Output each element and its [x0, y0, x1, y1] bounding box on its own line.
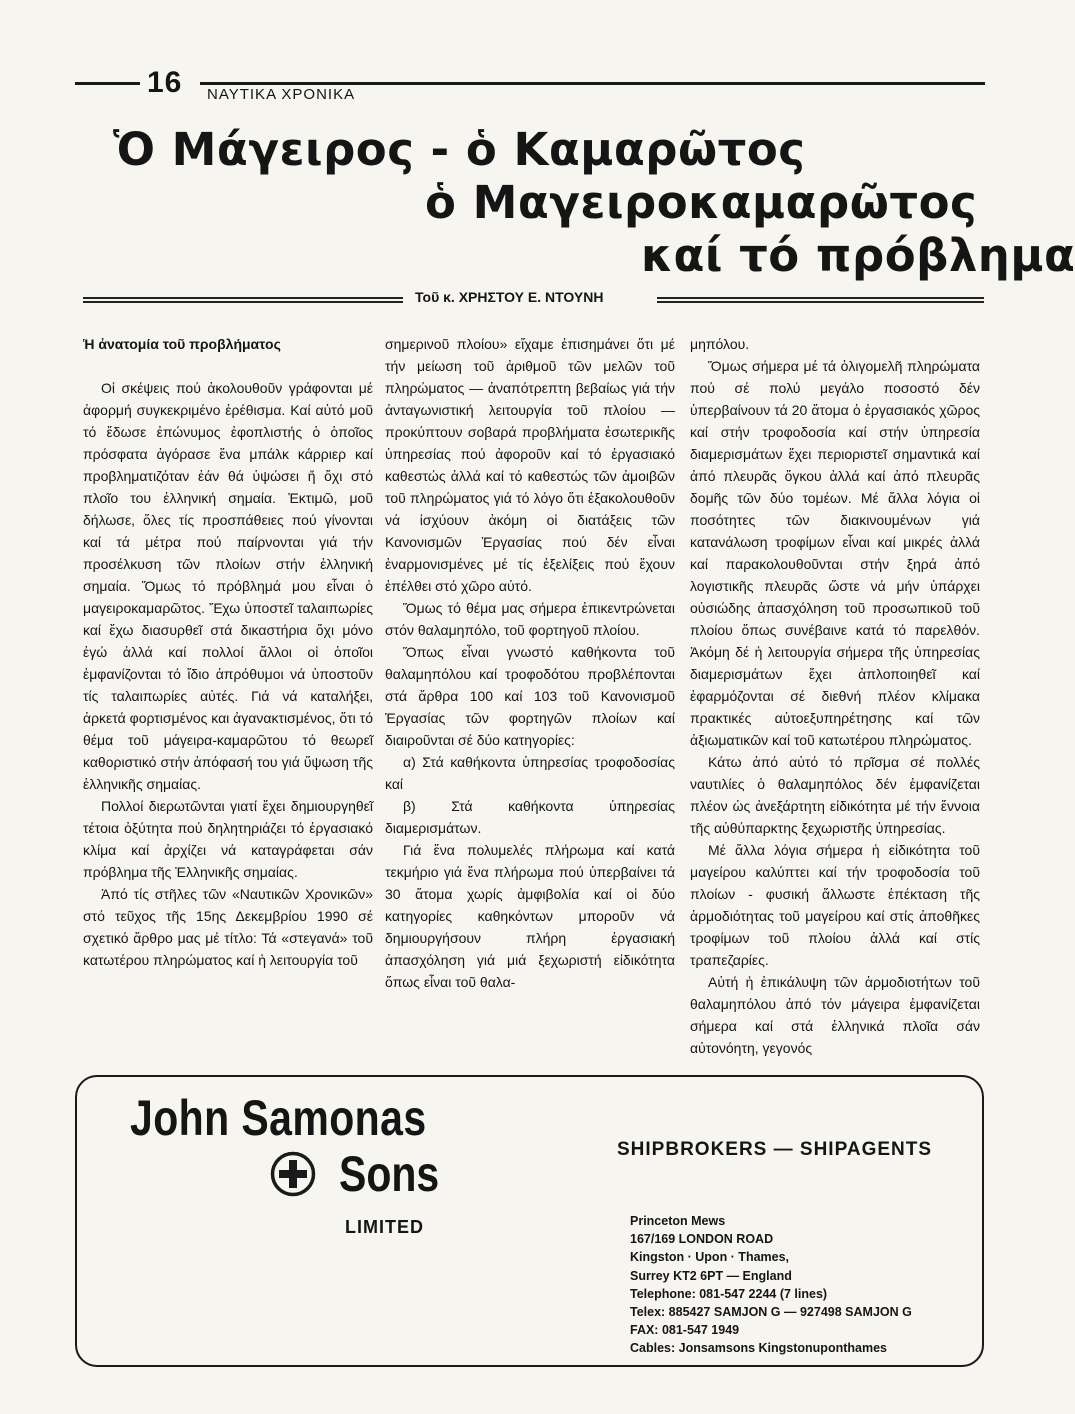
ad-tagline: SHIPBROKERS — SHIPAGENTS	[617, 1139, 933, 1160]
paragraph: Ὅπως εἶναι γνωστό καθήκοντα τοῦ θαλαμηπόλου καί τροφοδότου προβλέπονται στά ἄρθρα 100 καί 103 τοῦ Κανονισμοῦ Ἐργασίας τῶν φορτηγῶν πλοίων καί διαιροῦνται σέ δύο κατηγορίες:	[385, 644, 675, 748]
ad-telephone: Telephone: 081-547 2244 (7 lines)	[630, 1286, 828, 1301]
title-line-1: Ὁ Μάγειρος - ὁ Καμαρῶτος	[113, 123, 806, 176]
article-column-3	[690, 333, 980, 1063]
paragraph: μηπόλου.	[690, 336, 750, 352]
byline: Τοῦ κ. ΧΡΗΣΤΟΥ Ε. ΝΤΟΥΝΗ	[415, 289, 604, 305]
paragraph: Γιά ἕνα πολυμελές πλήρωμα καί κατά τεκμήριο γιά ἕνα πλήρωμα πού ὑπερβαίνει τά 30 ἄτομα χωρίς ἀμφιβολία καί οἱ δύο κατηγορίες καθηκόντων μποροῦν νά δημιουργήσουν πλήρη ἐργασιακή ἀπασχόληση γιά μιά ξεχωριστή εἰδικότητα ὅπως εἶναι τοῦ θαλα-	[385, 842, 675, 990]
paragraph: σημερινοῦ πλοίου» εἴχαμε ἐπισημάνει ὅτι μέ τήν μείωση τοῦ ἀριθμοῦ τῶν μελῶν τοῦ πληρώματος — ἀναπότρεπτη βεβαίως γιά τήν ἀνταγωνιστική λειτουργία τοῦ πλοίου — προκύπτουν σοβαρά προβλήματα ἐσωτερικῆς ὑπηρεσίας πού ἀφοροῦν καί τό ἐργασιακό καθεστώς ἀλλά καί τό καθεστώς τῶν ἀμοιβῶν τοῦ πληρώματος γιά τό λόγο ὅτι ἐξακολουθοῦν νά ἰσχύουν ἀκόμη οἱ διατάξεις τῶν Κανονισμῶν Ἐργασίας πού δέν εἶναι ἐναρμονισμένες μέ τίς ἐξελίξεις πού ἔχουν ἐπέλθει στό χῶρο αὐτό.	[385, 336, 675, 594]
byline-rule-right	[657, 297, 984, 303]
header-rule-left	[75, 82, 140, 85]
ad-address-line: Princeton Mews	[630, 1214, 726, 1228]
paragraph: Μέ ἄλλα λόγια σήμερα ἡ εἰδικότητα τοῦ μαγείρου καλύπτει καί τήν τροφοδοσία τοῦ πλοίων - φυσική ἄλλωστε ἐπέκταση τῆς ἁρμοδιότητας τοῦ μαγείρου καί στίς ἀποθῆκες τροφίμων τοῦ πλοίου ἀλλά καί στίς τραπεζαρίες.	[690, 842, 980, 968]
plus-circle-icon	[270, 1151, 316, 1197]
ad-address-line: Kingston · Upon · Thames,	[630, 1250, 790, 1265]
ad-address-block	[630, 1212, 912, 1358]
title-line-3: καί τό πρόβλημα	[641, 229, 1075, 282]
header-rule-right	[200, 82, 985, 85]
title-line-2: ὁ Μαγειροκαμαρῶτος	[425, 176, 978, 229]
ad-company-name: John Samonas	[130, 1090, 427, 1146]
ad-fax: FAX: 081-547 1949	[630, 1323, 740, 1338]
paragraph: Ὅμως σήμερα μέ τά ὀλιγομελῆ πληρώματα πού σέ πολύ μεγάλο ποσοστό δέν ὑπερβαίνουν τά 20 ἄτομα ὁ ἐργασιακός χῶρος καί στήν τροφοδοσία καί στήν ὑπηρεσία διαμερισμάτων ἔχει περιοριστεῖ σημαντικά καί ἀπό πλευρᾶς ὄγκου ἀλλά καί ἀπό πλευρᾶς δομῆς τῶν δύο τομέων. Μέ ἄλλα λόγια οἱ ποσότητες τῶν διακινουμένων γιά κατανάλωση τροφίμων εἶναι καί μικρές ἀλλά καί παρακολουθοῦνται στήν ξηρά ἀπό λογιστικῆς πλευρᾶς ὥστε νά μήν ὑπάρχει οὐσιώδης ἀπασχόληση τοῦ προσωπικοῦ τοῦ πλοίου ὅπως συνέβαινε κατά τό παρελθόν. Ἀκόμη δέ ἡ λειτουργία σήμερα τῆς ὑπηρεσίας διαμερισμάτων ἔχει ἀπλοποιηθεῖ καί ἐφαρμόζονται σέ διεθνή πλέον κλίμακα πρακτικές αὐτοεξυπηρέτησης καί τῶν ἀξιωματικῶν καί τοῦ κατωτέρου πληρώματος.	[690, 358, 980, 748]
ad-company-sons: Sons	[339, 1146, 440, 1202]
article-column-1	[83, 333, 373, 1063]
ad-limited: LIMITED	[345, 1217, 424, 1237]
magazine-name: ΝΑΥΤΙΚΑ ΧΡΟΝΙΚΑ	[207, 86, 356, 103]
article-column-2	[385, 333, 675, 1063]
ad-telex: Telex: 885427 SAMJON G — 927498 SAMJON G	[630, 1305, 912, 1320]
paragraph: Αὐτή ἡ ἐπικάλυψη τῶν ἁρμοδιοτήτων τοῦ θαλαμηπόλου ἀπό τόν μάγειρα ἐμφανίζεται σήμερα καί στά ἑλληνικά πλοῖα σάν αὐτονόητη, γεγονός	[690, 974, 980, 1056]
section-subhead: Ἡ ἀνατομία τοῦ προβλήματος	[83, 336, 281, 352]
advertisement	[75, 1075, 984, 1367]
page-number: 16	[147, 66, 183, 99]
paragraph: β) Στά καθήκοντα ὑπηρεσίας διαμερισμάτων.	[385, 798, 675, 836]
byline-rule-left	[83, 297, 403, 303]
ad-address-line: Surrey KT2 6PT — England	[630, 1268, 792, 1283]
paragraph: Πολλοί διερωτῶνται γιατί ἔχει δημιουργηθεῖ τέτοια ὀξύτητα πού δηλητηριάζει τό ἐργασιακό κλίμα καί ἀρχίζει νά καταγράφεται σάν πρόβλημα τῆς Ἑλληνικῆς σημαίας.	[83, 798, 373, 880]
paragraph: Ἀπό τίς στῆλες τῶν «Ναυτικῶν Χρονικῶν» στό τεῦχος τῆς 15ης Δεκεμβρίου 1990 σέ σχετικό ἄρθρο μας μέ τίτλο: Τά «στεγανά» τοῦ κατωτέρου πληρώματος καί ἡ λειτουργία τοῦ	[83, 886, 373, 968]
paragraph: α) Στά καθήκοντα ὑπηρεσίας τροφοδοσίας καί	[385, 754, 675, 792]
ad-cables: Cables: Jonsamsons Kingstonuponthames	[630, 1341, 887, 1356]
ad-address-line: 167/169 LONDON ROAD	[630, 1232, 774, 1247]
paragraph: Κάτω ἀπό αὐτό τό πρῖσμα σέ πολλές ναυτιλίες ὁ θαλαμηπόλος δέν ἐμφανίζεται πλέον ὡς ἀνεξάρτητη εἰδικότητα μέ τήν ἔννοια τῆς αὐθύπαρκτης ξεχωριστῆς ὑπηρεσίας.	[690, 754, 980, 836]
paragraph: Ὅμως τό θέμα μας σήμερα ἐπικεντρώνεται στόν θαλαμηπόλο, τοῦ φορτηγοῦ πλοίου.	[385, 600, 675, 638]
paragraph: Οἱ σκέψεις πού ἀκολουθοῦν γράφονται μέ ἀφορμή συγκεκριμένο ἐρέθισμα. Καί αὐτό μοῦ τό ἔδωσε ἐπώνυμος ἐφοπλιστής ὁ ὁποῖος πρόσφατα ἀγόρασε ἕνα μπάλκ κάρριερ καί προβληματιζόταν ἐάν θά ὑψώσει ἤ ὄχι στό πλοῖο του ἑλληνική σημαία. Ἐκτιμῶ, μοῦ δήλωσε, ὅλες τίς προσπάθειες πού γίνονται καί τά μέτρα πού παίρνονται γιά τήν προσέλκυση τῶν πλοίων στήν ἑλληνική σημαία. Ὅμως τό πρόβλημά μου εἶναι ὁ μαγειροκαμαρῶτος. Ἔχω ὑποστεῖ ταλαιπωρίες καί ἔχω διασυρθεῖ στά δικαστήρια ὄχι μόνο ἐγώ ἀλλά καί πολλοί ἄλλοι οἱ ὁποῖοι ἐμφανίζονται τό ἴδιο ἀπρόθυμοι νά ὑποστοῦν τίς ταλαιπωρίες αὐτές. Γιά νά καταλήξει, ἀρκετά φορτισμένος και ἀγανακτισμένος, ὅτι τό θέμα τοῦ μάγειρα-καμαρῶτου τό θεωρεῖ καθοριστικό στήν ἀπόφασή του γιά ὕψωση τῆς ἑλληνικῆς σημαίας.	[83, 380, 373, 792]
